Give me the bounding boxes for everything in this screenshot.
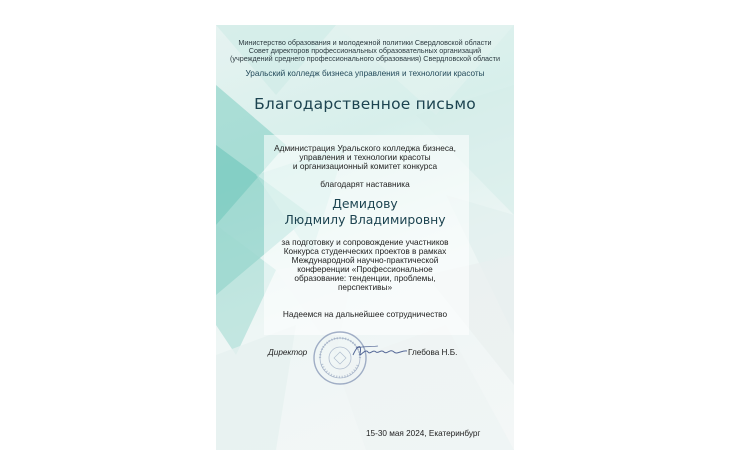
reason-line-5: образование: тенденции, проблемы,	[294, 273, 436, 283]
signatory-role: Директор	[268, 348, 308, 357]
signatory-name: Глебова Н.Б.	[408, 348, 458, 357]
closing-line: Надеемся на дальнейшее сотрудничество	[282, 309, 448, 319]
intro-line-4: благодарят наставника	[320, 179, 410, 189]
reason-line-2: Конкурса студенческих проектов в рамках	[283, 246, 447, 256]
reason-line-6: перспективы»	[337, 282, 393, 292]
handwritten-signature-icon	[350, 340, 410, 362]
letter-title: Благодарственное письмо	[254, 95, 476, 113]
intro-line-2: управления и технологии красоты	[299, 152, 431, 162]
reason-line-4: конференции «Профессиональное	[297, 264, 433, 274]
council-line-1: Совет директоров профессиональных образовательных организаций	[248, 46, 482, 55]
intro-line-1: Администрация Уральского колледжа бизнеса,	[274, 143, 456, 153]
ministry-line: Министерство образования и молодежной политики Свердловской области	[238, 38, 492, 47]
recipient-given-names: Людмилу Владимировну	[284, 212, 446, 227]
reason-line-3: Международной научно-практической	[291, 255, 439, 265]
college-name: Уральский колледж бизнеса управления и технологии красоты	[245, 69, 485, 78]
council-line-2: (учреждений среднего профессионального образования) Свердловской области	[230, 54, 500, 63]
thank-you-letter	[216, 25, 514, 450]
date-place: 15-30 мая 2024, Екатеринбург	[366, 429, 481, 438]
recipient-surname: Демидову	[332, 196, 398, 211]
intro-line-3: и организационный комитет конкурса	[292, 161, 438, 171]
reason-line-1: за подготовку и сопровождение участников	[281, 237, 449, 247]
